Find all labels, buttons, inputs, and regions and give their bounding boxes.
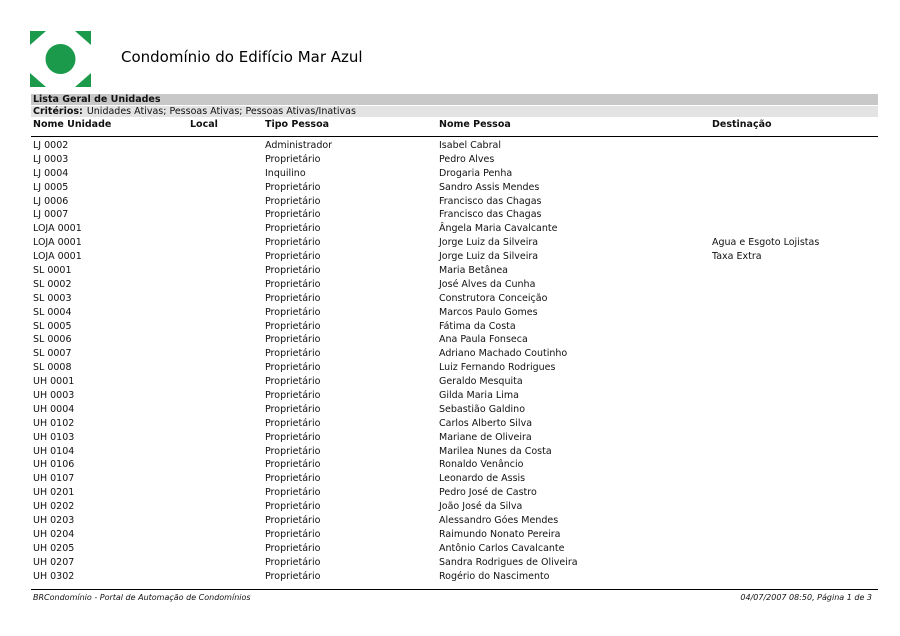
table-row [31,195,878,209]
cell-nome-pessoa: Drogaria Penha [439,167,513,179]
cell-nome-unidade: UH 0205 [33,542,75,554]
cell-tipo-pessoa: Proprietário [265,278,321,290]
cell-tipo-pessoa: Proprietário [265,292,321,304]
cell-nome-pessoa: Mariane de Oliveira [439,431,532,443]
cell-nome-pessoa: Luiz Fernando Rodrigues [439,362,556,374]
cell-nome-pessoa: Sebastião Galdino [439,403,526,415]
criteria-label: Critérios: [33,106,83,117]
cell-nome-unidade: UH 0204 [33,528,75,540]
cell-nome-unidade: UH 0302 [33,570,75,582]
table-row [31,292,878,306]
cell-tipo-pessoa: Proprietário [265,237,321,249]
cell-nome-unidade: UH 0103 [33,431,75,443]
cell-nome-pessoa: Rogério do Nascimento [439,570,550,582]
cell-tipo-pessoa: Proprietário [265,181,321,193]
page-title: Condomínio do Edifício Mar Azul [121,48,363,66]
cell-nome-pessoa: Pedro Alves [439,153,495,165]
table-row [31,570,878,584]
table-row [31,528,878,542]
cell-nome-pessoa: José Alves da Cunha [439,278,536,290]
cell-nome-unidade: SL 0003 [33,292,72,304]
cell-nome-unidade: UH 0003 [33,390,75,402]
cell-tipo-pessoa: Proprietário [265,431,321,443]
report-criteria [31,106,878,117]
table-row [31,264,878,278]
table-row [31,347,878,361]
table-header [31,119,878,137]
table-row [31,153,878,167]
cell-tipo-pessoa: Proprietário [265,390,321,402]
cell-tipo-pessoa: Proprietário [265,348,321,360]
cell-tipo-pessoa: Proprietário [265,153,321,165]
table-row [31,431,878,445]
table-row [31,472,878,486]
cell-nome-unidade: UH 0102 [33,417,75,429]
table-row [31,514,878,528]
table-row [31,236,878,250]
cell-nome-pessoa: Isabel Cabral [439,140,501,151]
cell-tipo-pessoa: Proprietário [265,195,321,207]
logo-icon [30,31,91,87]
cell-nome-pessoa: Jorge Luiz da Silveira [439,237,539,249]
cell-nome-unidade: LJ 0005 [33,181,69,193]
column-header-nome-pessoa: Nome Pessoa [439,119,511,130]
cell-nome-pessoa: Jorge Luiz da Silveira [439,251,539,263]
cell-tipo-pessoa: Proprietário [265,445,321,457]
column-header-destinacao: Destinação [712,119,772,130]
cell-tipo-pessoa: Inquilino [265,167,306,179]
cell-tipo-pessoa: Proprietário [265,542,321,554]
footer-app-name: BRCondomínio - Portal de Automação de Condomínios [33,593,251,602]
cell-tipo-pessoa: Proprietário [265,501,321,513]
cell-nome-unidade: LOJA 0001 [33,251,82,263]
table-row [31,486,878,500]
cell-nome-unidade: UH 0201 [33,487,75,499]
cell-tipo-pessoa: Proprietário [265,306,321,318]
cell-nome-unidade: UH 0104 [33,445,75,457]
cell-nome-unidade: LOJA 0001 [33,223,82,235]
cell-tipo-pessoa: Proprietário [265,570,321,582]
column-header-nome-unidade: Nome Unidade [33,119,112,130]
condominium-logo [30,31,91,87]
table-row [31,389,878,403]
cell-tipo-pessoa: Proprietário [265,362,321,374]
table-row [31,208,878,222]
cell-nome-pessoa: Geraldo Mesquita [439,376,523,388]
cell-nome-pessoa: João José da Silva [439,501,523,513]
footer-timestamp-page: 04/07/2007 08:50, Página 1 de 3 [740,593,872,602]
cell-tipo-pessoa: Proprietário [265,334,321,346]
cell-nome-unidade: LJ 0003 [33,153,69,165]
table-row [31,181,878,195]
cell-tipo-pessoa: Proprietário [265,487,321,499]
cell-nome-pessoa: Francisco das Chagas [439,209,542,221]
cell-nome-unidade: UH 0107 [33,473,75,485]
cell-nome-pessoa: Carlos Alberto Silva [439,417,533,429]
footer-divider [31,589,878,590]
cell-tipo-pessoa: Proprietário [265,459,321,471]
table-row [31,445,878,459]
table-row [31,139,878,153]
cell-tipo-pessoa: Proprietário [265,403,321,415]
cell-nome-unidade: LOJA 0001 [33,237,82,249]
cell-nome-pessoa: Construtora Conceição [439,292,548,304]
column-header-tipo-pessoa: Tipo Pessoa [265,119,330,130]
table-row [31,320,878,334]
cell-nome-unidade: LJ 0002 [33,140,69,151]
table-row [31,458,878,472]
cell-nome-unidade: LJ 0004 [33,167,69,179]
cell-nome-pessoa: Gilda Maria Lima [439,390,519,402]
table-row [31,500,878,514]
cell-destinacao: Taxa Extra [712,251,762,263]
cell-nome-unidade: UH 0106 [33,459,75,471]
cell-nome-pessoa: Adriano Machado Coutinho [439,348,568,360]
cell-nome-unidade: SL 0006 [33,334,72,346]
cell-tipo-pessoa: Proprietário [265,556,321,568]
cell-destinacao: Agua e Esgoto Lojistas [712,237,820,249]
cell-tipo-pessoa: Proprietário [265,265,321,277]
cell-nome-unidade: UH 0202 [33,501,75,513]
table-row [31,542,878,556]
cell-nome-unidade: SL 0005 [33,320,72,332]
cell-nome-pessoa: Sandra Rodrigues de Oliveira [439,556,578,568]
table-row [31,278,878,292]
cell-nome-unidade: LJ 0007 [33,209,69,221]
cell-tipo-pessoa: Proprietário [265,515,321,527]
cell-tipo-pessoa: Proprietário [265,223,321,235]
cell-nome-pessoa: Francisco das Chagas [439,195,542,207]
table-row [31,306,878,320]
cell-tipo-pessoa: Proprietário [265,473,321,485]
cell-nome-pessoa: Marilea Nunes da Costa [439,445,552,457]
cell-nome-pessoa: Ana Paula Fonseca [439,334,528,346]
cell-nome-pessoa: Leonardo de Assis [439,473,526,485]
cell-nome-pessoa: Ângela Maria Cavalcante [439,223,558,235]
cell-tipo-pessoa: Proprietário [265,251,321,263]
cell-nome-pessoa: Marcos Paulo Gomes [439,306,538,318]
table-row [31,250,878,264]
table-row [31,361,878,375]
cell-tipo-pessoa: Administrador [265,140,333,151]
cell-nome-pessoa: Raimundo Nonato Pereira [439,528,561,540]
table-row [31,333,878,347]
cell-nome-pessoa: Ronaldo Venâncio [439,459,524,471]
report-name: Lista Geral de Unidades [31,94,878,105]
table-row [31,222,878,236]
cell-nome-unidade: SL 0001 [33,265,72,277]
cell-nome-unidade: LJ 0006 [33,195,69,207]
cell-nome-pessoa: Antônio Carlos Cavalcante [439,542,565,554]
table-row [31,403,878,417]
cell-nome-pessoa: Alessandro Góes Mendes [439,515,559,527]
cell-tipo-pessoa: Proprietário [265,376,321,388]
cell-nome-unidade: SL 0004 [33,306,72,318]
cell-nome-unidade: SL 0008 [33,362,72,374]
cell-nome-unidade: SL 0002 [33,278,72,290]
cell-nome-unidade: UH 0004 [33,403,75,415]
column-header-local: Local [190,119,218,130]
cell-tipo-pessoa: Proprietário [265,417,321,429]
cell-nome-unidade: UH 0207 [33,556,75,568]
cell-nome-pessoa: Sandro Assis Mendes [439,181,540,193]
table-body [31,139,878,584]
table-row [31,375,878,389]
cell-nome-pessoa: Maria Betânea [439,265,509,277]
cell-nome-unidade: SL 0007 [33,348,72,360]
table-row [31,167,878,181]
cell-tipo-pessoa: Proprietário [265,528,321,540]
table-row [31,417,878,431]
cell-nome-pessoa: Pedro José de Castro [439,487,537,499]
cell-tipo-pessoa: Proprietário [265,320,321,332]
cell-tipo-pessoa: Proprietário [265,209,321,221]
table-row [31,556,878,570]
criteria-value: Unidades Ativas; Pessoas Ativas; Pessoas Ativas/Inativas [86,106,356,117]
cell-nome-pessoa: Fátima da Costa [439,320,516,332]
cell-nome-unidade: UH 0203 [33,515,75,527]
cell-nome-unidade: UH 0001 [33,376,75,388]
